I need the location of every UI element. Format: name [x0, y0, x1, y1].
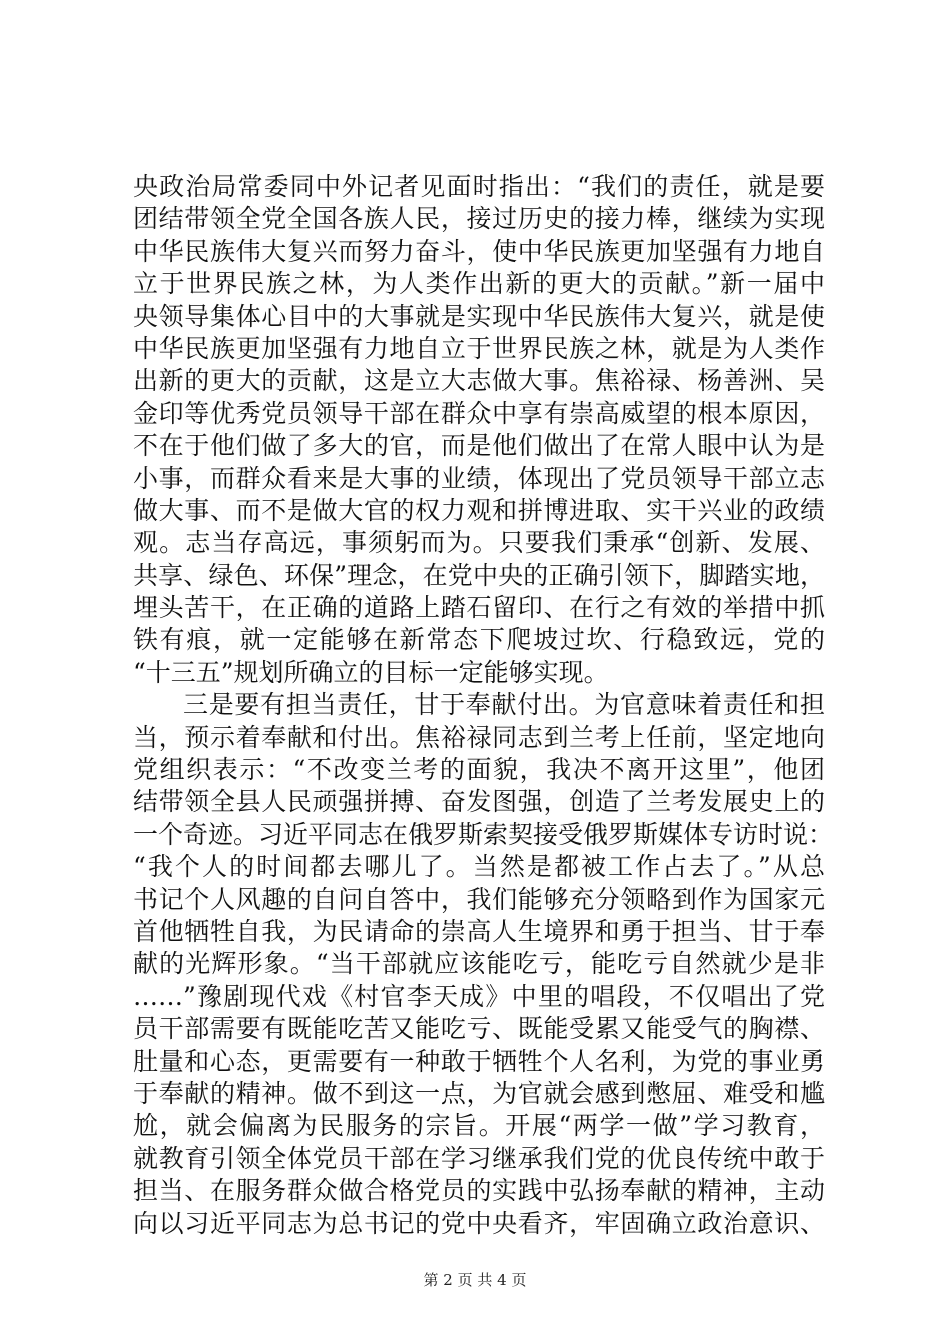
text-line: 于奉献的精神。做不到这一点，为官就会感到憋屈、难受和尴 — [133, 1078, 825, 1108]
text-line: 献的光辉形象。“当干部就应该能吃亏，能吃亏自然就少是非 — [133, 949, 825, 979]
text-line: 小事，而群众看来是大事的业绩，体现出了党员领导干部立志 — [133, 463, 825, 493]
text-line: 员干部需要有既能吃苦又能吃亏、既能受累又能受气的胸襟、 — [133, 1014, 825, 1044]
paragraph-end-line: “十三五”规划所确立的目标一定能够实现。 — [133, 657, 609, 687]
text-line: 首他牺牲自我，为民请命的崇高人生境界和勇于担当、甘于奉 — [133, 916, 825, 946]
text-line: ……”豫剧现代戏《村官李天成》中里的唱段，不仅唱出了党 — [133, 981, 825, 1011]
text-line: 埋头苦干，在正确的道路上踏石留印、在行之有效的举措中抓 — [133, 593, 825, 623]
text-line: 书记个人风趣的自问自答中，我们能够充分领略到作为国家元 — [133, 884, 825, 914]
text-line: 就教育引领全体党员干部在学习继承我们党的优良传统中敢于 — [133, 1143, 825, 1173]
text-line: 共享、绿色、环保”理念，在党中央的正确引领下，脚踏实地， — [133, 560, 825, 590]
text-line: 立于世界民族之林，为人类作出新的更大的贡献。”新一届中 — [133, 269, 825, 299]
text-line: 一个奇迹。习近平同志在俄罗斯索契接受俄罗斯媒体专访时说： — [133, 819, 834, 849]
text-line: 央政治局常委同中外记者见面时指出：“我们的责任，就是要 — [133, 172, 825, 201]
text-line: 铁有痕，就一定能够在新常态下爬坡过坎、行稳致远，党的 — [133, 625, 825, 655]
text-line: 央领导集体心目中的大事就是实现中华民族伟大复兴，就是使 — [133, 301, 825, 331]
text-line: 结带领全县人民顽强拼搏、奋发图强，创造了兰考发展史上的 — [133, 787, 825, 817]
text-line: 向以习近平同志为总书记的党中央看齐，牢固确立政治意识、 — [133, 1208, 825, 1238]
paragraph-start-line: 三是要有担当责任，甘于奉献付出。为官意味着责任和担 — [183, 690, 825, 720]
text-line: 尬，就会偏离为民服务的宗旨。开展“两学一做”学习教育， — [133, 1111, 825, 1141]
text-line: 观。志当存高远，事须躬而为。只要我们秉承“创新、发展、 — [133, 528, 825, 558]
text-line: 做大事、而不是做大官的权力观和拼博进取、实干兴业的政绩 — [133, 495, 825, 525]
text-line: 肚量和心态，更需要有一种敢于牺牲个人名利，为党的事业勇 — [133, 1046, 825, 1076]
text-line: 担当、在服务群众做合格党员的实践中弘扬奉献的精神，主动 — [133, 1176, 825, 1206]
page-number-footer: 第 2 页 共 4 页 — [423, 1271, 527, 1289]
text-line: 金印等优秀党员领导干部在群众中享有崇高威望的根本原因， — [133, 398, 825, 428]
body-text — [133, 171, 834, 1240]
text-line: 团结带领全党全国各族人民，接过历史的接力棒，继续为实现 — [133, 204, 825, 234]
text-line: 出新的更大的贡献，这是立大志做大事。焦裕禄、杨善洲、吴 — [133, 366, 825, 396]
text-line: 中华民族更加坚强有力地自立于世界民族之林，就是为人类作 — [133, 333, 825, 363]
text-line: 中华民族伟大复兴而努力奋斗，使中华民族更加坚强有力地自 — [133, 236, 825, 266]
text-line: “我个人的时间都去哪儿了。当然是都被工作占去了。”从总 — [133, 852, 825, 882]
text-line: 党组织表示：“不改变兰考的面貌，我决不离开这里”，他团 — [133, 755, 825, 785]
text-line: 不在于他们做了多大的官，而是他们做出了在常人眼中认为是 — [133, 431, 825, 461]
text-line: 当，预示着奉献和付出。焦裕禄同志到兰考上任前，坚定地向 — [133, 722, 825, 752]
